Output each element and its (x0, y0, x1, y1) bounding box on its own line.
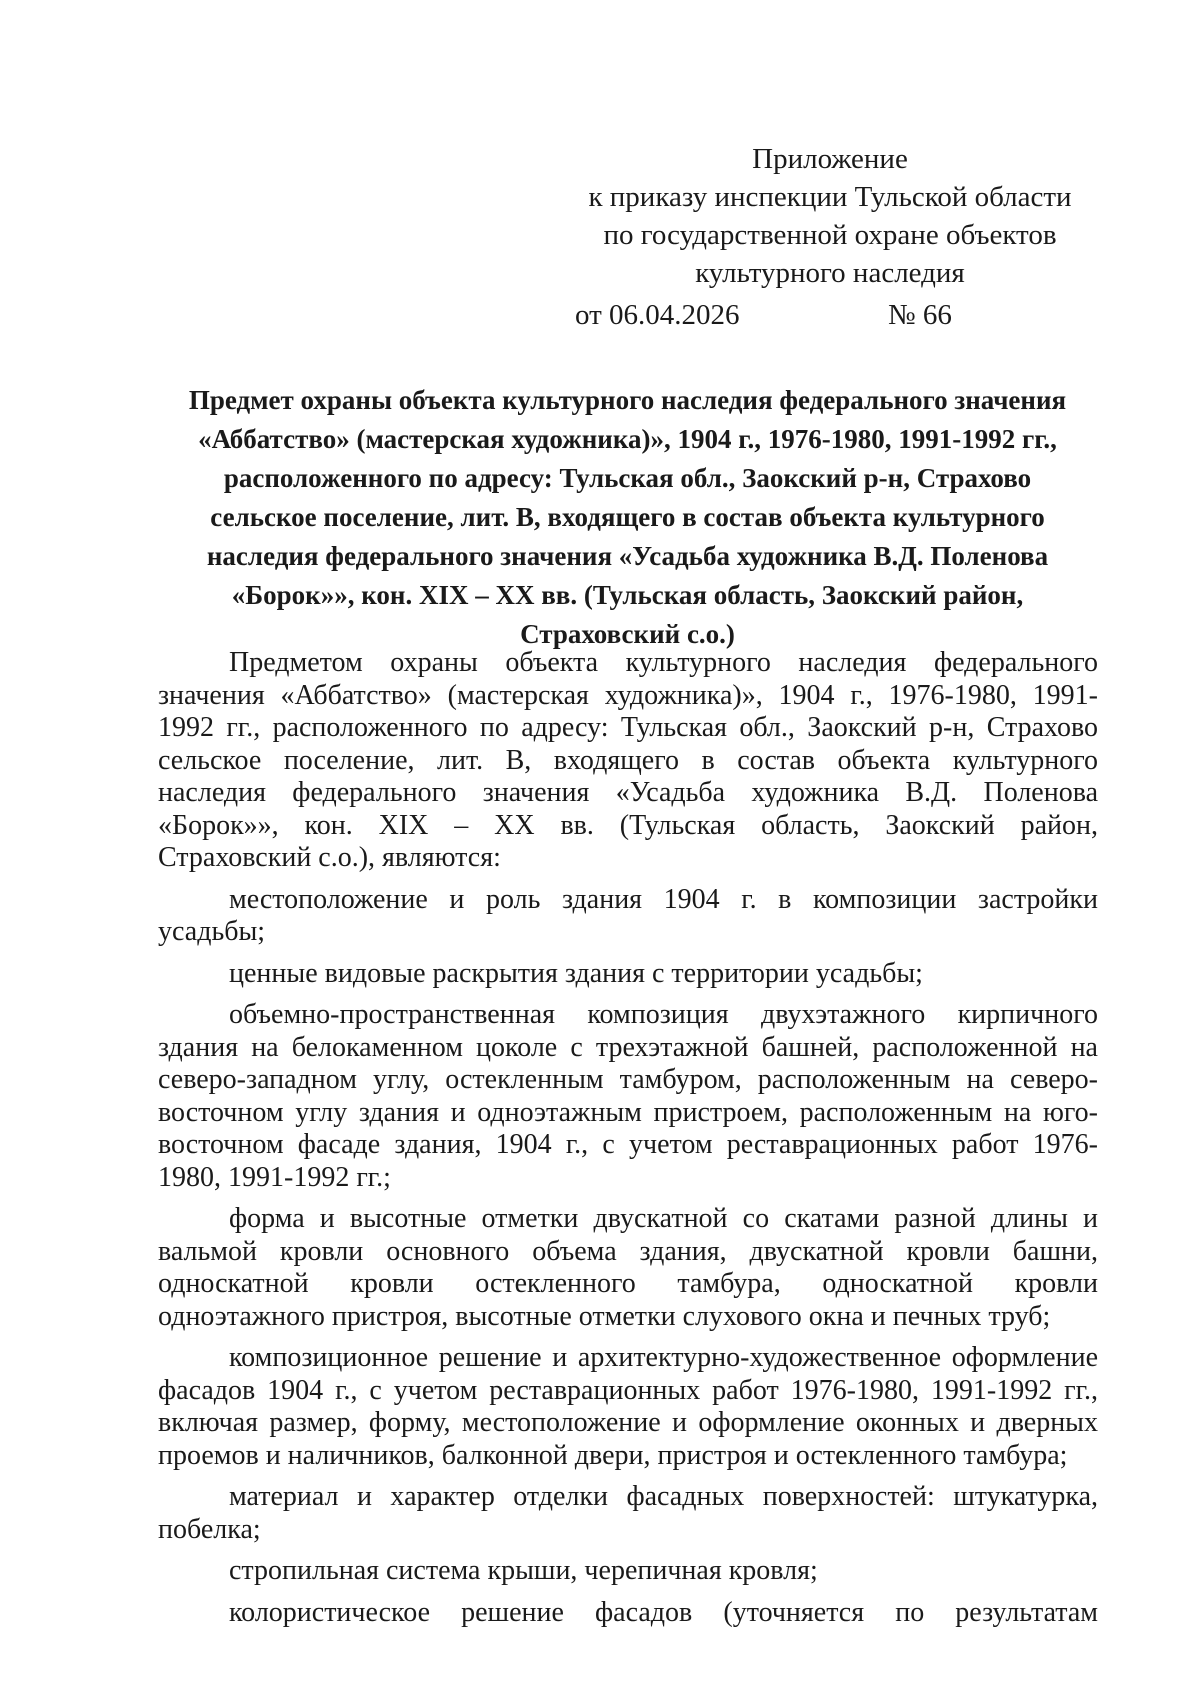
text-line: 1980, 1991-1992 гг.; (158, 1161, 391, 1193)
text-line: восточном фасаде здания, 1904 г., с учетом реставрационных работ 1976- (158, 1129, 1098, 1160)
text-line: стропильная система крыши, черепичная кровля; (229, 1555, 818, 1586)
text-line: одноэтажного пристроя, высотные отметки слухового окна и печных труб; (158, 1300, 1051, 1332)
title-line: «Аббатство» (мастерская художника)», 1904 г., 1976-1980, 1991-1992 гг., (198, 424, 1057, 454)
text-line: форма и высотные отметки двускатной со скатами разной длины и (229, 1203, 1098, 1234)
list-item (158, 1555, 1098, 1588)
text-line: местоположение и роль здания 1904 г. в композиции застройки (229, 883, 1098, 915)
list-item (158, 1597, 1098, 1630)
text-line: проемов и наличников, балконной двери, пристроя и остекленного тамбура; (158, 1439, 1068, 1471)
text-line: вальмой кровли основного объема здания, двускатной кровли башни, (158, 1235, 1098, 1267)
list-item (158, 1481, 1098, 1546)
text-line: односкатной кровли остекленного тамбура, односкатной кровли (158, 1268, 1098, 1299)
text-line: усадьбы; (158, 916, 266, 947)
order-date-number (560, 296, 1100, 334)
text-line: сельское поселение, лит. В, входящего в состав объекта культурного (158, 744, 1098, 776)
text-line: 1992 гг., расположенного по адресу: Тульская обл., Заокский р-н, Страхово (158, 712, 1098, 743)
list-item (158, 958, 1098, 991)
text-line: композиционное решение и архитектурно-художественное оформление (229, 1342, 1098, 1373)
text-line: Предметом охраны объекта культурного наследия федерального (229, 647, 1098, 678)
title-line: расположенного по адресу: Тульская обл., Заокский р-н, Страхово (223, 463, 1032, 493)
text-line: наследия федерального значения «Усадьба художника В.Д. Поленова (158, 777, 1098, 808)
title-line: сельское поселение, лит. В, входящего в состав объекта культурного (210, 502, 1045, 532)
appendix-label: Приложение (752, 143, 908, 175)
text-line: восточном углу здания и одноэтажным пристроем, расположенным на юго- (158, 1096, 1098, 1128)
text-line: фасадов 1904 г., с учетом реставрационных работ 1976-1980, 1991-1992 гг., (158, 1374, 1098, 1406)
list-item (158, 884, 1098, 949)
text-line: ценные видовые раскрытия здания с территории усадьбы; (229, 957, 923, 989)
list-item (158, 999, 1098, 1194)
text-line: материал и характер отделки фасадных поверхностей: штукатурка, (229, 1481, 1098, 1512)
appendix-authority-cont: культурного наследия (695, 257, 965, 289)
list-item (158, 1342, 1098, 1472)
text-line: значения «Аббатство» (мастерская художника)», 1904 г., 1976-1980, 1991- (158, 679, 1098, 711)
text-line: включая размер, форму, местоположение и оформление оконных и дверных (158, 1407, 1098, 1438)
intro-paragraph (158, 647, 1098, 875)
text-line: северо-западном углу, остекленным тамбуром, расположенным на северо- (158, 1064, 1098, 1095)
text-line: здания на белокаменном цоколе с трехэтажной башней, расположенной на (158, 1031, 1098, 1063)
title-line: Страховский с.о.) (520, 619, 735, 649)
appendix-order-ref: к приказу инспекции Тульской области (588, 181, 1072, 213)
text-line: «Борок»», кон. XIX – XX вв. (Тульская область, Заокский район, (158, 809, 1098, 841)
title-line: Предмет охраны объекта культурного наследия федерального значения (188, 385, 1067, 415)
appendix-header (560, 140, 1100, 334)
order-number: № 66 (888, 299, 952, 331)
text-line: побелка; (158, 1513, 261, 1545)
document-title (150, 381, 1105, 654)
appendix-authority: по государственной охране объектов (603, 219, 1057, 251)
text-line: объемно-пространственная композиция двухэтажного кирпичного (229, 999, 1098, 1030)
title-line: «Борок»», кон. XIX – XX вв. (Тульская область, Заокский район, (231, 580, 1024, 610)
title-line: наследия федерального значения «Усадьба художника В.Д. Поленова (206, 541, 1049, 571)
text-line: колористическое решение фасадов (уточняется по результатам (229, 1596, 1098, 1628)
order-date: от 06.04.2026 (575, 299, 740, 331)
text-line: Страховский с.о.), являются: (158, 842, 501, 873)
document-body (158, 647, 1098, 1629)
list-item (158, 1203, 1098, 1333)
